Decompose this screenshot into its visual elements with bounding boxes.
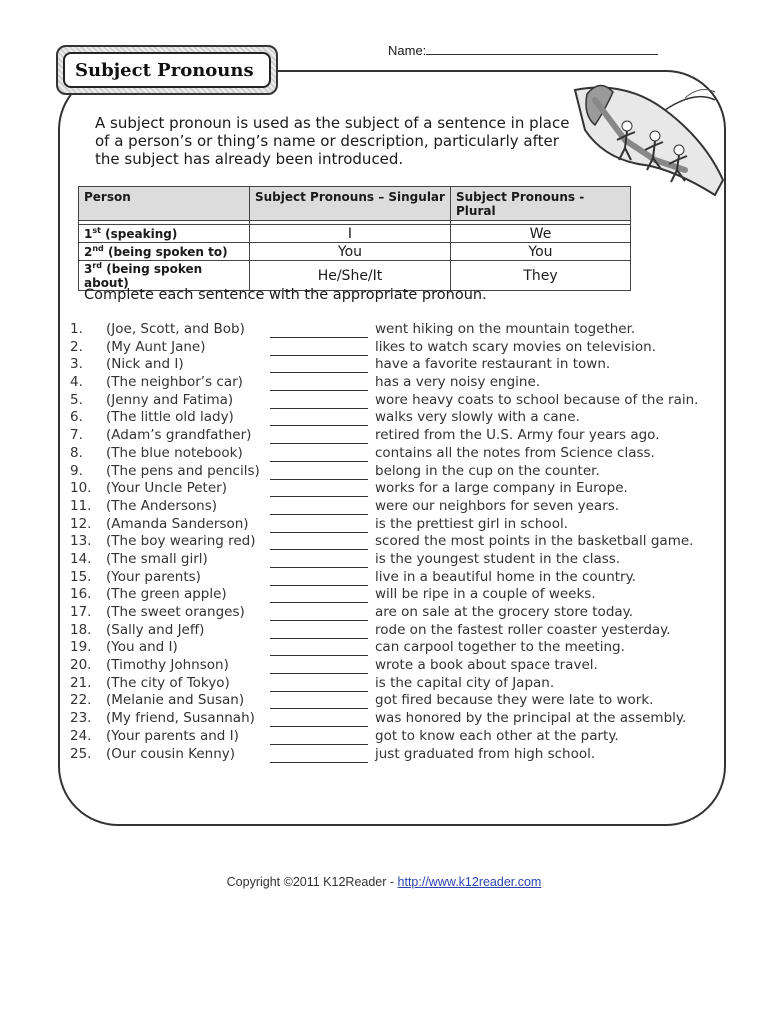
item-number: 5.: [70, 391, 83, 408]
answer-blank[interactable]: [270, 624, 368, 639]
answer-blank[interactable]: [270, 606, 368, 621]
item-sentence: rode on the fastest roller coaster yesterday.: [375, 621, 671, 638]
cell-singular: He/She/It: [250, 261, 451, 291]
item-sentence: belong in the cup on the counter.: [375, 462, 600, 479]
cell-plural: We: [451, 225, 631, 243]
item-subject: (The sweet oranges): [106, 604, 245, 620]
item-number: 23.: [70, 710, 92, 727]
item-subject: (You and I): [106, 639, 178, 656]
list-item: [64, 480, 724, 498]
item-subject: (The green apple): [106, 586, 227, 603]
cell-plural: They: [451, 261, 631, 291]
item-sentence: contains all the notes from Science class.: [375, 444, 655, 461]
answer-blank[interactable]: [270, 376, 368, 391]
item-sentence: wore heavy coats to school because of the rain.: [375, 391, 699, 408]
copyright-text: Copyright ©2011 K12Reader -: [226, 875, 398, 889]
list-item: [64, 639, 724, 657]
item-sentence: walks very slowly with a cane.: [375, 409, 580, 426]
list-item: [64, 321, 724, 339]
item-subject: (The blue notebook): [106, 444, 243, 461]
item-subject: (Melanie and Susan): [106, 692, 245, 709]
list-item: [64, 392, 724, 410]
copyright-footer: [0, 875, 768, 889]
list-item: [64, 569, 724, 587]
cell-singular: You: [250, 243, 451, 261]
list-item: [64, 710, 724, 728]
item-sentence: got to know each other at the party.: [375, 727, 619, 744]
item-number: 25.: [70, 745, 92, 762]
k12reader-link[interactable]: http://www.k12reader.com: [397, 875, 542, 889]
item-sentence: went hiking on the mountain together.: [375, 321, 636, 337]
item-number: 16.: [70, 586, 92, 603]
answer-blank[interactable]: [270, 394, 368, 409]
item-subject: (The neighbor’s car): [106, 374, 243, 391]
item-number: 22.: [70, 692, 92, 709]
list-item: [64, 498, 724, 516]
item-number: 18.: [70, 621, 92, 638]
answer-blank[interactable]: [270, 429, 368, 444]
item-subject: (Your parents and I): [106, 727, 239, 744]
list-item: [64, 675, 724, 693]
list-item: [64, 463, 724, 481]
list-item: [64, 374, 724, 392]
item-subject: (Our cousin Kenny): [106, 745, 236, 762]
item-number: 15.: [70, 568, 92, 585]
header-plural: Subject Pronouns - Plural: [451, 187, 631, 221]
list-item: [64, 604, 724, 622]
answer-blank[interactable]: [270, 694, 368, 709]
list-item: [64, 622, 724, 640]
list-item: [64, 728, 724, 746]
item-sentence: is the youngest student in the class.: [375, 550, 621, 567]
answer-blank[interactable]: [270, 712, 368, 727]
list-item: [64, 445, 724, 463]
item-subject: (Timothy Johnson): [106, 657, 229, 674]
item-subject: (Joe, Scott, and Bob): [106, 321, 245, 337]
item-number: 14.: [70, 550, 92, 567]
answer-blank[interactable]: [270, 641, 368, 656]
item-subject: (The boy wearing red): [106, 533, 256, 550]
item-sentence: wrote a book about space travel.: [375, 657, 598, 674]
item-sentence: live in a beautiful home in the country.: [375, 568, 636, 585]
item-subject: (Nick and I): [106, 356, 184, 373]
list-item: [64, 586, 724, 604]
answer-blank[interactable]: [270, 659, 368, 674]
item-sentence: got fired because they were late to work.: [375, 692, 654, 709]
intro-paragraph: A subject pronoun is used as the subject of a sentence in place of a person’s or thing’s name or description, particularly after the subject has already been introduced.: [95, 114, 570, 168]
item-number: 1.: [70, 321, 83, 337]
answer-blank[interactable]: [270, 588, 368, 603]
table-row: 2nd (being spoken to) You You: [79, 243, 631, 261]
list-item: [64, 516, 724, 534]
item-number: 10.: [70, 480, 92, 497]
item-number: 3.: [70, 356, 83, 373]
item-number: 20.: [70, 657, 92, 674]
list-item: [64, 409, 724, 427]
name-blank[interactable]: [426, 42, 658, 55]
item-subject: (My Aunt Jane): [106, 338, 206, 355]
page-title: Subject Pronouns: [75, 59, 254, 81]
answer-blank[interactable]: [270, 482, 368, 497]
header-singular: Subject Pronouns – Singular: [250, 187, 451, 221]
answer-blank[interactable]: [270, 571, 368, 586]
item-number: 17.: [70, 604, 92, 620]
item-sentence: has a very noisy engine.: [375, 374, 541, 391]
item-subject: (The city of Tokyo): [106, 674, 230, 691]
item-sentence: works for a large company in Europe.: [375, 480, 628, 497]
item-subject: (Jenny and Fatima): [106, 391, 234, 408]
table-row: 1st (speaking) I We: [79, 225, 631, 243]
answer-blank[interactable]: [270, 730, 368, 745]
item-number: 13.: [70, 533, 92, 550]
name-field[interactable]: [388, 42, 658, 58]
answer-blank[interactable]: [270, 500, 368, 515]
item-sentence: retired from the U.S. Army four years ago.: [375, 427, 660, 444]
item-subject: (The Andersons): [106, 497, 218, 514]
list-item: [64, 746, 724, 764]
item-number: 24.: [70, 727, 92, 744]
answer-blank[interactable]: [270, 323, 368, 338]
answer-blank[interactable]: [270, 553, 368, 568]
exercise-list: [64, 321, 724, 763]
item-number: 19.: [70, 639, 92, 656]
answer-blank[interactable]: [270, 447, 368, 462]
item-subject: (The little old lady): [106, 409, 234, 426]
item-number: 8.: [70, 444, 83, 461]
item-subject: (Sally and Jeff): [106, 621, 205, 638]
cell-singular: I: [250, 225, 451, 243]
item-sentence: was honored by the principal at the assembly.: [375, 710, 687, 727]
item-number: 7.: [70, 427, 83, 444]
name-label: Name:: [388, 43, 427, 58]
item-subject: (Amanda Sanderson): [106, 515, 249, 532]
list-item: [64, 427, 724, 445]
item-number: 4.: [70, 374, 83, 391]
list-item: [64, 657, 724, 675]
answer-blank[interactable]: [270, 341, 368, 356]
answer-blank[interactable]: [270, 748, 368, 763]
cell-plural: You: [451, 243, 631, 261]
item-subject: (Your Uncle Peter): [106, 480, 227, 497]
item-subject: (The small girl): [106, 550, 208, 567]
table-row: 3rd (being spoken about) He/She/It They: [79, 261, 631, 291]
list-item: [64, 692, 724, 710]
answer-blank[interactable]: [270, 358, 368, 373]
item-sentence: just graduated from high school.: [375, 745, 596, 762]
answer-blank[interactable]: [270, 535, 368, 550]
item-subject: (Adam’s grandfather): [106, 427, 252, 444]
item-subject: (Your parents): [106, 568, 201, 585]
item-sentence: will be ripe in a couple of weeks.: [375, 586, 596, 603]
header-person: Person: [79, 187, 250, 221]
item-number: 11.: [70, 497, 92, 514]
item-number: 2.: [70, 338, 83, 355]
item-sentence: have a favorite restaurant in town.: [375, 356, 611, 373]
item-sentence: scored the most points in the basketball game.: [375, 533, 694, 550]
item-sentence: is the capital city of Japan.: [375, 674, 555, 691]
list-item: [64, 551, 724, 569]
item-subject: (My friend, Susannah): [106, 710, 255, 727]
answer-blank[interactable]: [270, 465, 368, 480]
item-subject: (The pens and pencils): [106, 462, 260, 479]
item-sentence: were our neighbors for seven years.: [375, 497, 620, 514]
item-sentence: can carpool together to the meeting.: [375, 639, 625, 656]
pronoun-table: [78, 186, 631, 291]
answer-blank[interactable]: [270, 677, 368, 692]
answer-blank[interactable]: [270, 411, 368, 426]
list-item: [64, 356, 724, 374]
list-item: [64, 339, 724, 357]
item-sentence: likes to watch scary movies on television.: [375, 338, 656, 355]
instruction-text: Complete each sentence with the appropriate pronoun.: [84, 287, 487, 303]
answer-blank[interactable]: [270, 518, 368, 533]
item-number: 21.: [70, 674, 92, 691]
list-item: [64, 533, 724, 551]
item-number: 9.: [70, 462, 83, 479]
title-box: [56, 45, 278, 95]
item-number: 6.: [70, 409, 83, 426]
item-sentence: is the prettiest girl in school.: [375, 515, 568, 532]
item-number: 12.: [70, 515, 92, 532]
item-sentence: are on sale at the grocery store today.: [375, 604, 634, 620]
